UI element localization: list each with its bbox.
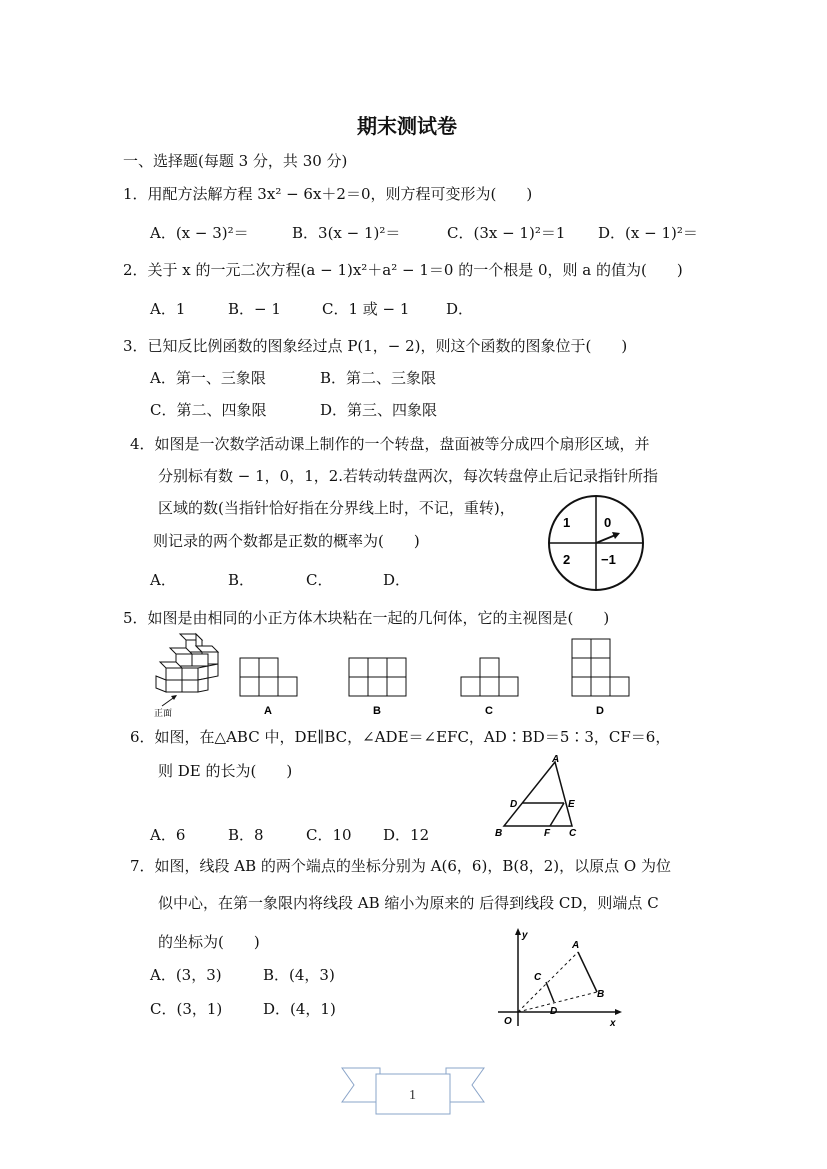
q7-option-d: D．(4，1) xyxy=(263,1000,336,1018)
q4-line-1: 4．如图是一次数学活动课上制作的一个转盘，盘面被等分成四个扇形区域，并 xyxy=(130,435,650,453)
q1-option-b: B．3(x − 1)²＝ xyxy=(292,224,401,242)
q5-option-a-figure xyxy=(238,656,300,716)
triangle-label-e: E xyxy=(568,799,575,810)
dash-ob xyxy=(518,992,597,1012)
spinner-label-minus1: −1 xyxy=(601,552,616,567)
coord-label-o: O xyxy=(504,1016,512,1027)
q2-option-c: C．1 或 − 1 xyxy=(322,300,410,318)
q5-option-d-figure xyxy=(570,637,632,717)
q4-line-4: 则记录的两个数都是正数的概率为( ) xyxy=(153,532,420,550)
dash-oa xyxy=(518,952,578,1012)
ribbon-left-tail xyxy=(342,1068,380,1102)
triangle-label-f: F xyxy=(544,828,551,839)
q4-line-2: 分别标有数 − 1，0，1，2.若转动转盘两次，每次转盘停止后记录指针所指 xyxy=(158,467,659,485)
q5-option-c-label: C xyxy=(485,705,493,716)
q5-option-d-label: D xyxy=(596,705,604,717)
q4-option-a: A． xyxy=(150,571,176,589)
q3-option-d: D．第三、四象限 xyxy=(320,401,438,419)
spinner-figure xyxy=(538,494,654,592)
spinner-label-2: 2 xyxy=(563,552,571,567)
front-label: 正面 xyxy=(154,708,173,718)
q5-option-b-figure xyxy=(347,656,409,716)
q6-line-1: 6．如图，在△ABC 中，DE∥BC，∠ADE＝∠EFC，AD∶BD＝5∶3，CF＝6， xyxy=(130,728,671,746)
q5-option-a-label: A xyxy=(264,705,272,716)
q7-line-2: 似中心，在第一象限内将线段 AB 缩小为原来的 后得到线段 CD，则端点 C xyxy=(158,894,659,912)
spinner-label-0: 0 xyxy=(604,515,612,530)
q2-option-a: A．1 xyxy=(150,300,186,318)
q1-option-c: C．(3x − 1)²＝1 xyxy=(447,224,566,242)
q2-option-d: D． xyxy=(446,300,474,318)
coord-label-x: x xyxy=(610,1018,616,1029)
q6-option-d: D．12 xyxy=(383,826,430,844)
q3-option-b: B．第二、三象限 xyxy=(320,369,437,387)
x-axis-arrow xyxy=(615,1009,622,1015)
q2-option-b: B．− 1 xyxy=(228,300,281,318)
q3-option-a: A．第一、三象限 xyxy=(150,369,266,387)
q5-option-b-label: B xyxy=(373,705,381,716)
page-title: 期末测试卷 xyxy=(357,114,457,138)
q6-option-a: A．6 xyxy=(150,826,186,844)
coord-label-y: y xyxy=(522,930,528,941)
q7-option-c: C．(3，1) xyxy=(150,1000,223,1018)
ribbon-right-tail xyxy=(446,1068,484,1102)
triangle-abc xyxy=(504,762,572,826)
y-axis-arrow xyxy=(515,928,521,935)
triangle-label-d: D xyxy=(510,799,518,810)
triangle-figure xyxy=(492,752,584,840)
q4-option-c: C． xyxy=(306,571,333,589)
q1-stem: 1．用配方法解方程 3x² − 6x＋2＝0，则方程可变形为( ) xyxy=(123,185,533,203)
q7-option-b: B．(4，3) xyxy=(263,966,335,984)
coord-label-a: A xyxy=(572,940,580,951)
page-number: 1 xyxy=(409,1088,416,1103)
coord-label-b: B xyxy=(597,989,605,1000)
q5-stem: 5．如图是由相同的小正方体木块粘在一起的几何体，它的主视图是( ) xyxy=(123,609,610,627)
q7-line-3: 的坐标为( ) xyxy=(158,933,260,951)
q7-option-a: A．(3，3) xyxy=(150,966,222,984)
segment-ab xyxy=(578,952,597,992)
q4-line-3: 区域的数(当指针恰好指在分界线上时，不记，重转)， xyxy=(158,499,515,517)
triangle-label-b: B xyxy=(495,828,503,839)
coordinate-figure xyxy=(494,926,626,1030)
spinner-label-1: 1 xyxy=(563,515,571,530)
q6-option-b: B．8 xyxy=(228,826,264,844)
segment-cd xyxy=(546,982,554,1002)
coord-label-d: D xyxy=(550,1006,558,1017)
coord-label-c: C xyxy=(534,972,542,983)
triangle-label-c: C xyxy=(569,828,577,839)
q4-option-d: D． xyxy=(383,571,411,589)
q6-option-c: C．10 xyxy=(306,826,352,844)
q1-option-d: D．(x − 1)²＝ xyxy=(598,224,698,242)
q6-line-2: 则 DE 的长为( ) xyxy=(158,762,293,780)
q7-line-1: 7．如图，线段 AB 的两个端点的坐标分别为 A(6，6)，B(8，2)，以原点 O 为位 xyxy=(130,857,671,875)
q3-stem: 3．已知反比例函数的图象经过点 P(1，− 2)，则这个函数的图象位于( ) xyxy=(123,337,628,355)
section-heading: 一、选择题(每题 3 分，共 30 分) xyxy=(123,152,348,170)
segment-ef xyxy=(550,803,564,826)
cube-solid-figure xyxy=(152,630,224,718)
q1-option-a: A．(x − 3)²＝ xyxy=(150,224,249,242)
q4-option-b: B． xyxy=(228,571,255,589)
q2-stem: 2．关于 x 的一元二次方程(a − 1)x²＋a² − 1＝0 的一个根是 0，则 a 的值为( ) xyxy=(123,261,683,279)
triangle-label-a: A xyxy=(552,754,560,765)
q5-option-c-figure xyxy=(459,656,521,716)
q3-option-c: C．第二、四象限 xyxy=(150,401,267,419)
